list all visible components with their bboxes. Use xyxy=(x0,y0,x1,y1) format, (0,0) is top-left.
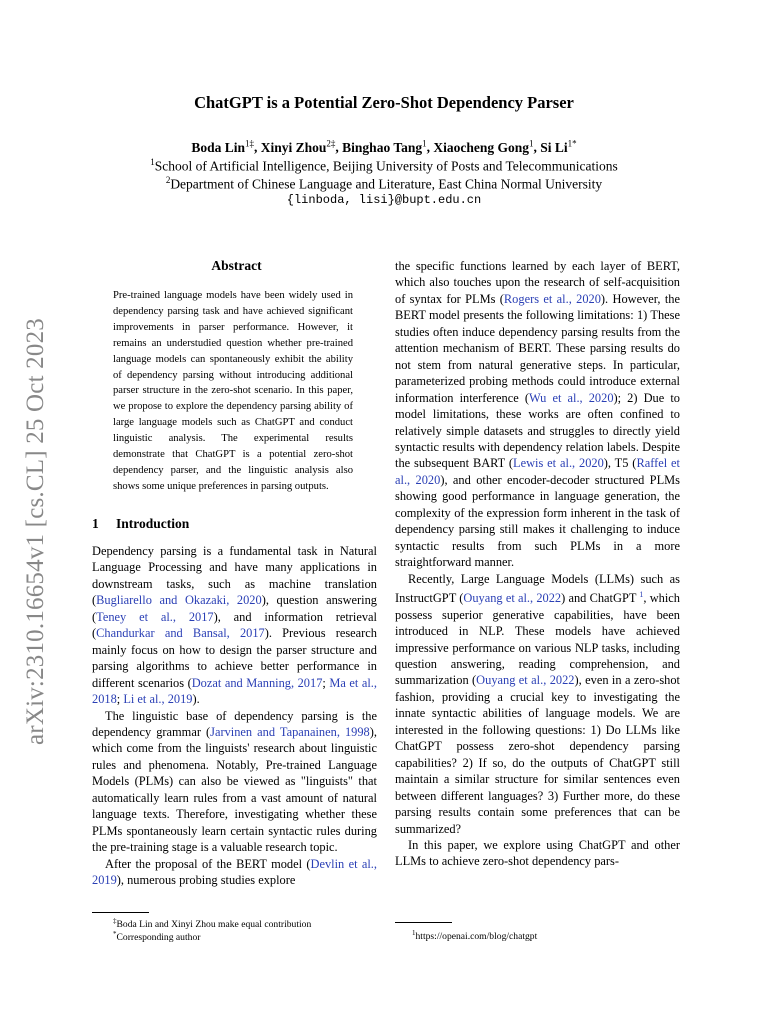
author xyxy=(191,140,254,155)
body-text: ), even in a zero-shot fashion, providing a crucial key to investigating the innate syntactic abilities of language models. We are interested in the following questions: 1) Do LLMs like ChatGPT possess zero-shot dependency parsing capabilities? 2) If so, do the outputs of ChatGPT still maintain a similar structure for similar sentences even between different languages? 3) Further more, do these parsing results contain some preferences that can be summarized? xyxy=(395,673,680,836)
footnote-chatgpt-url xyxy=(412,927,682,944)
body-text: ), which come from the linguists' research about linguistic rules and phenomena. Notably, Pre-trained Language Models (PLMs) can also be viewed as "linguists" that automatically learn rules from a vast amount of natural language texts. Therefore, investigating whether these PLMs spontaneously learn certain syntactic rules during the pre-training stage is a valuable research topic. xyxy=(92,724,377,855)
citation-link[interactable]: Ouyang et al., 2022 xyxy=(463,591,562,606)
author-affiliation-mark: 1 xyxy=(422,138,427,148)
body-text: Recently, Large Language Models (LLMs) such as InstructGPT ( xyxy=(395,571,680,606)
body-text: ), numerous probing studies explore xyxy=(116,873,296,888)
body-text: ). xyxy=(192,692,200,707)
author xyxy=(342,140,426,155)
citation-link[interactable]: Rogers et al., 2020 xyxy=(503,291,601,306)
section-heading xyxy=(92,516,189,532)
footnote-corresponding-author xyxy=(113,928,383,945)
citation-link[interactable]: Dozat and Manning, 2017 xyxy=(191,675,323,690)
citation-link[interactable]: Lewis et al., 2020 xyxy=(513,456,604,471)
author-affiliation-mark: 1* xyxy=(567,138,577,148)
body-text: ; xyxy=(322,675,330,690)
footnote-text: Boda Lin and Xinyi Zhou make equal contribution xyxy=(116,919,312,931)
section-number: 1 xyxy=(92,516,99,531)
author-name: Si Li xyxy=(540,139,568,155)
affiliation-text: School of Artificial Intelligence, Beijing University of Posts and Telecommunications xyxy=(154,158,618,174)
footnote-link[interactable]: https://openai.com/blog/chatgpt xyxy=(415,931,538,943)
author-name: Xiaocheng Gong xyxy=(433,139,529,155)
author xyxy=(540,140,576,155)
body-text: In this paper, we explore using ChatGPT and other LLMs to achieve zero-shot dependency pars- xyxy=(395,837,680,869)
footnote-rule xyxy=(395,922,452,923)
abstract-body: Pre-trained language models have been widely used in dependency parsing task and have achieved significant improvements in parser performance. However, it remains an understudied question whether pre-trained language models can spontaneously exhibit the ability of dependency parsing without introducing additional parser structure in the zero-shot scenario. In this paper, we propose to explore the dependency parsing ability of large language models such as ChatGPT and conduct linguistic analysis. The experimental results demonstrate that ChatGPT is a potential zero-shot dependency parser, and the linguistic analysis also shows some unique preferences in parsing outputs. xyxy=(113,290,353,492)
author xyxy=(433,140,533,155)
citation-link[interactable]: Li et al., 2019 xyxy=(123,692,193,707)
body-text: ). However, the BERT model presents the following limitations: 1) These studies often induce dependency parsing results from the attention mechanism of BERT. These parsing results do not stem from natural generative steps. In particular, parameterized probing methods could introduce external information interference ( xyxy=(395,291,680,405)
citation-link[interactable]: Bugliarello and Okazaki, 2020 xyxy=(96,593,262,608)
footnote-rule xyxy=(92,912,149,913)
author xyxy=(261,140,336,155)
body-text: Dependency parsing is a fundamental task in Natural Language Processing and have many applications in downstream tasks, such as machine translation ( xyxy=(92,544,377,608)
body-text: ), T5 ( xyxy=(603,456,637,471)
affiliation-mark: 2 xyxy=(165,175,171,185)
footnote-mark: * xyxy=(113,930,117,938)
author-name: Boda Lin xyxy=(191,139,246,155)
citation-link[interactable]: Raffel et al., 2020 xyxy=(395,456,680,487)
footnote-ref-link[interactable]: 1 xyxy=(639,590,644,600)
citation-link[interactable]: Devlin et al., 2019 xyxy=(92,856,377,888)
body-text: ), and information retrieval ( xyxy=(92,609,377,641)
body-text: ), question answering ( xyxy=(92,593,377,624)
body-paragraph xyxy=(92,856,377,889)
citation-link[interactable]: Wu et al., 2020 xyxy=(528,390,614,405)
body-text: , which possess superior generative capabilities, have been introduced in NLP. These models have achieved impressive performance on various NLP tasks, including question answering, reading comprehension, and summarization ( xyxy=(395,591,681,688)
body-text: ) and ChatGPT xyxy=(561,591,640,606)
body-text: ; xyxy=(116,692,124,707)
section-title: Introduction xyxy=(116,516,190,531)
citation-link[interactable]: Jarvinen and Tapanainen, 1998 xyxy=(210,724,370,739)
body-text: ). Previous research mainly focus on how to design the parser structure and parsing algorithms to achieve better performance in different scenarios ( xyxy=(92,626,377,690)
citation-link[interactable]: Chandurkar and Bansal, 2017 xyxy=(96,626,265,641)
author-affiliation-mark: 1 xyxy=(529,138,534,148)
body-paragraph xyxy=(92,708,377,856)
author-affiliation-mark: 1‡ xyxy=(245,138,255,148)
body-paragraph xyxy=(395,258,680,571)
body-paragraph xyxy=(395,837,680,870)
citation-link[interactable]: Ouyang et al., 2022 xyxy=(476,673,575,688)
body-text: ), and other encoder-decoder structured PLMs showing good performance in language generation, the complexity of the expression form inherent in the task of dependency parsing still makes it challenging to induce syntactic results from such PLMs in a more straightforward manner. xyxy=(395,472,680,570)
affiliation-text: Department of Chinese Language and Literature, East China Normal University xyxy=(170,176,603,192)
arxiv-identifier-stamp: arXiv:2310.16654v1 [cs.CL] 25 Oct 2023 xyxy=(22,318,49,745)
author-name: Xinyi Zhou xyxy=(260,139,327,155)
author-name: Binghao Tang xyxy=(342,139,423,155)
body-text: After the proposal of the BERT model ( xyxy=(105,856,311,871)
footnote-mark: ‡ xyxy=(113,917,117,925)
paper-title: ChatGPT is a Potential Zero-Shot Dependency Parser xyxy=(194,93,574,112)
right-column-body xyxy=(395,258,680,870)
citation-link[interactable]: Ma et al., 2018 xyxy=(92,675,378,707)
author-affiliation-mark: 2‡ xyxy=(326,138,336,148)
body-text: ); 2) Due to model limitations, these works are often confined to relatively simple datasets and struggles to directly yield syntactic results with dependency relation labels. Despite the subsequent BART ( xyxy=(395,390,680,471)
author-list: Boda Lin$^{1\ddagger}$, Xinyi Zhou$^{2\ddagger}$, Binghao Tang$^1$, Xiaocheng Gong$^1$, Si $Li^{1*}$ xyxy=(191,138,577,155)
left-column-body xyxy=(92,543,377,889)
affiliation-mark: 1 xyxy=(150,157,155,167)
body-text: the specific functions learned by each layer of BERT, which also touches upon the research of self-acquisition of syntax for PLMs ( xyxy=(395,259,680,306)
body-text: The linguistic base of dependency parsing is the dependency grammar ( xyxy=(92,708,377,739)
footnote-mark: 1 xyxy=(412,929,416,937)
body-paragraph xyxy=(395,571,680,837)
affiliation-1 xyxy=(0,157,768,175)
affiliation-2 xyxy=(0,175,768,193)
footnote-text: Corresponding author xyxy=(116,932,201,944)
citation-link[interactable]: Teney et al., 2017 xyxy=(96,609,214,624)
body-paragraph xyxy=(92,543,377,708)
contact-email: {linboda, lisi}@bupt.edu.cn xyxy=(286,193,482,207)
abstract-heading: Abstract xyxy=(211,258,262,273)
